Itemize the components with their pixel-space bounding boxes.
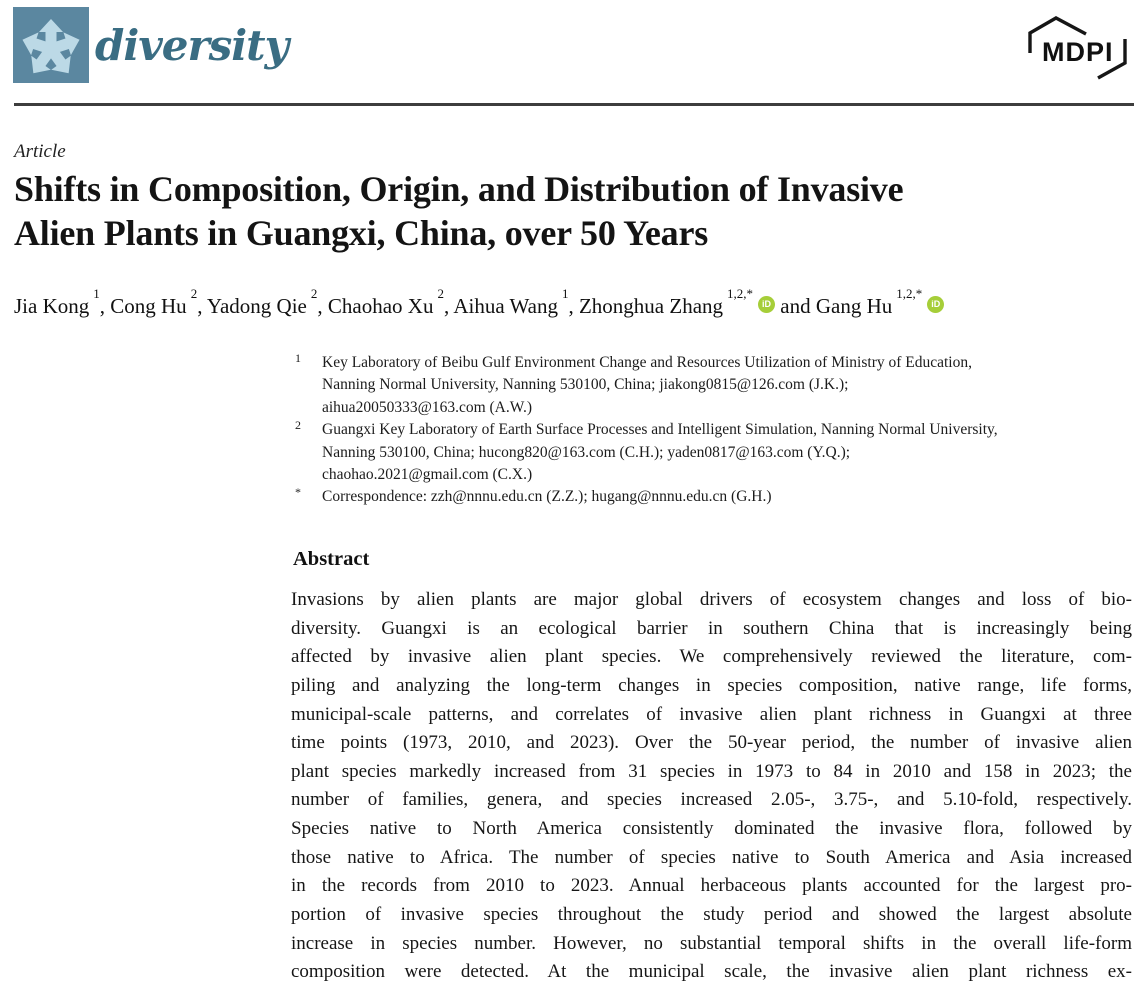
affiliation-line: Nanning Normal University, Nanning 530100, China; jiakong0815@126.com (J.K.); (322, 376, 849, 394)
affiliation-line: Nanning 530100, China; hucong820@163.com (C.H.); yaden0817@163.com (Y.Q.); (322, 443, 851, 461)
paper-title-line2: Alien Plants in Guangxi, China, over 50 Years (14, 213, 709, 253)
abstract-line: portion of invasive species throughout the study period and showed the largest absolute (291, 904, 1132, 926)
abstract-line: increase in species number. However, no substantial temporal shifts in the overall life-form (291, 932, 1132, 954)
author-affil-superscript: 2 (310, 286, 318, 301)
affiliation-marker: * (295, 485, 301, 500)
abstract-line: number of families, genera, and species increased 2.05-, 3.75-, and 5.10-fold, respectively. (291, 789, 1132, 811)
authors-line: Jia Kong$^1$, Cong Hu$^2$, Yadong Qie$^2$, Chaohao Xu$^2$, Aihua Wang$^1$, Zhonghua Zhang$^{1,2,*}$iD and Gang $Hu^{1,2,*}iD$ (14, 286, 1136, 321)
author-name: Cong Hu (110, 294, 187, 318)
affiliation-line: Guangxi Key Laboratory of Earth Surface Processes and Intelligent Simulation, Nanning Normal University, (322, 421, 998, 439)
affiliation-line: aihua20050333@163.com (A.W.) (322, 398, 532, 416)
affiliations (293, 352, 1136, 509)
affiliation-line: Key Laboratory of Beibu Gulf Environment Change and Resources Utilization of Ministry of Education, (322, 354, 972, 371)
author-name: Aihua Wang (453, 294, 558, 318)
mdpi-logo (1028, 13, 1128, 85)
author-affil-superscript: 2 (437, 286, 444, 301)
abstract-body (291, 586, 1132, 987)
author-affil-superscript: 1 (93, 286, 100, 301)
abstract-line: in the records from 2010 to 2023. Annual herbaceous plants accounted for the largest pro- (291, 875, 1132, 897)
abstract-line: plant species markedly increased from 31 species in 1973 to 84 in 2010 and 158 in 2023; the (291, 760, 1132, 782)
affiliation-line: chaohao.2021@gmail.com (C.X.) (322, 466, 533, 484)
abstract-line: those native to Africa. The number of species native to South America and Asia increased (291, 846, 1132, 868)
abstract-line: diversity. Guangxi is an ecological barrier in southern China that is increasingly being (291, 617, 1132, 639)
header-divider (14, 103, 1134, 106)
article-type-label: Article (14, 141, 66, 162)
author-affil-superscript: 2 (190, 286, 198, 301)
author-name: Chaohao Xu (327, 294, 434, 318)
orcid-icon[interactable]: iD (758, 296, 775, 313)
affiliation-item (293, 486, 1136, 508)
affiliation-marker: 1 (295, 351, 301, 365)
author-name: Jia Kong (14, 294, 90, 318)
paper-title-line1: Shifts in Composition, Origin, and Distribution of Invasive (14, 169, 904, 209)
orcid-icon[interactable]: iD (927, 296, 944, 313)
abstract-line: piling and analyzing the long-term changes in species composition, native range, life forms, (291, 674, 1132, 696)
diversity-logo-icon (13, 7, 89, 83)
abstract-line: Invasions by alien plants are major global drivers of ecosystem changes and loss of bio- (291, 589, 1132, 610)
author-affil-superscript: 1,2,* (896, 286, 923, 301)
affiliation-item (293, 352, 1136, 419)
author-name: Gang Hu (815, 294, 893, 318)
author-name: Yadong Qie (206, 294, 307, 318)
journal-name: diversity (95, 21, 288, 70)
affiliation-item (293, 419, 1136, 486)
affiliation-line: Correspondence: zzh@nnnu.edu.cn (Z.Z.); hugang@nnnu.edu.cn (G.H.) (322, 488, 772, 506)
author-name: Zhonghua Zhang (578, 294, 724, 318)
author-affil-superscript: 1 (561, 286, 569, 301)
abstract-line: municipal-scale patterns, and correlates of invasive alien plant richness in Guangxi at three (291, 703, 1132, 725)
abstract-line: composition were detected. At the municipal scale, the invasive alien plant richness ex- (291, 961, 1132, 983)
abstract-line: Species native to North America consistently dominated the invasive flora, followed by (291, 818, 1132, 840)
abstract-line: time points (1973, 2010, and 2023). Over the 50-year period, the number of invasive alien (291, 732, 1132, 754)
abstract-heading: Abstract (293, 548, 370, 570)
paper-title (14, 167, 1124, 255)
affiliation-marker: 2 (295, 418, 301, 433)
author-affil-superscript: 1,2,* (727, 286, 754, 301)
mdpi-label: MDPI (1042, 37, 1114, 67)
abstract-line: affected by invasive alien plant species. We comprehensively reviewed the literature, com- (291, 646, 1132, 668)
